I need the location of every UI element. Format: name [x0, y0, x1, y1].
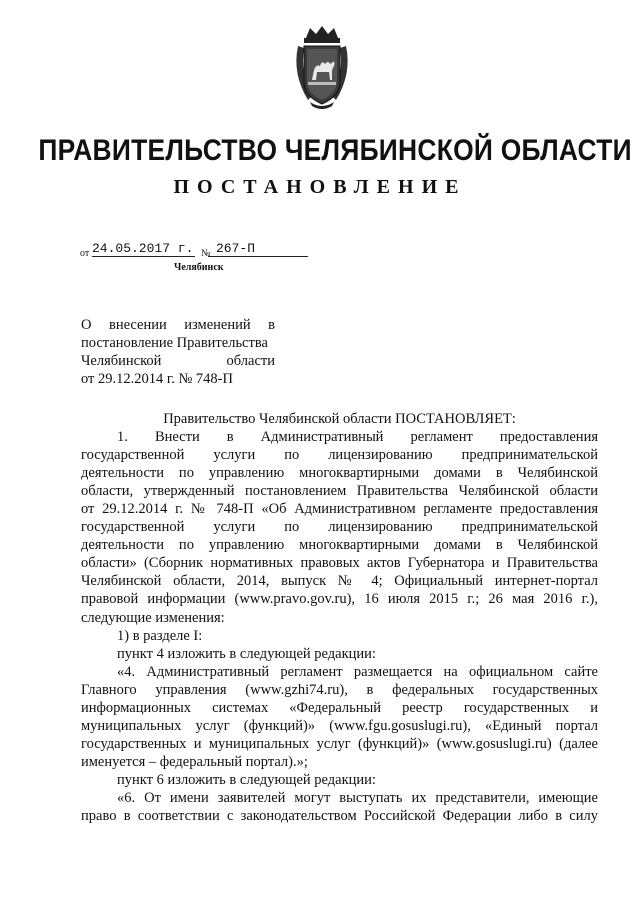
body-line: деятельности по управлению многоквартирными домами в Челябинской: [81, 465, 598, 482]
coat-of-arms-icon: [290, 24, 354, 110]
body-line: муниципальных услуг (функций)» (www.fgu.gosuslugi.ru), «Единый портал: [81, 717, 598, 734]
body-line: пункт 6 изложить в следующей редакции:: [117, 771, 376, 788]
body-line: право в соответствии с законодательством Российской Федерации либо в силу: [81, 808, 598, 825]
body-line: 1. Внести в Административный регламент предоставления: [117, 429, 598, 446]
date-prefix: от: [80, 248, 90, 259]
body-line: области» (Сборник нормативных правовых актов Губернатора и Правительства: [81, 555, 598, 572]
body-line: именуется – федеральный портал).»;: [81, 753, 308, 770]
date-underline: [92, 256, 195, 257]
subject-line: О внесении изменений в: [81, 317, 275, 333]
body-line: «6. От имени заявителей могут выступать их представители, имеющие: [117, 789, 598, 806]
document-body: [81, 410, 598, 825]
document-date: 24.05.2017 г.: [92, 241, 194, 256]
body-line: правовой информации (www.pravo.gov.ru), 16 июля 2015 г.; 26 мая 2016 г.),: [81, 591, 598, 608]
document-number: 267-П: [216, 241, 256, 256]
body-line: «4. Административный регламент размещается на официальном сайте: [117, 663, 598, 680]
city: Челябинск: [174, 262, 224, 273]
subject-line: Челябинской области: [81, 353, 275, 369]
number-prefix: №: [201, 248, 211, 259]
subject-line: постановление Правительства: [81, 335, 268, 351]
body-line: информационных системах «Федеральный реестр государственных и: [81, 699, 598, 716]
body-line: области, утвержденный постановлением Правительства Челябинской области: [81, 483, 598, 500]
body-line: 1) в разделе I:: [117, 627, 203, 644]
document-subject: [81, 316, 275, 388]
organization-title: ПРАВИТЕЛЬСТВО ЧЕЛЯБИНСКОЙ ОБЛАСТИ: [38, 134, 632, 167]
body-line: государственной услуги по лицензированию предпринимательской: [81, 447, 598, 464]
subject-line: от 29.12.2014 г. № 748-П: [81, 371, 233, 387]
number-underline: [208, 256, 308, 257]
body-line: государственной услуги по лицензированию предпринимательской: [81, 519, 598, 536]
body-line: деятельности по управлению многоквартирными домами в Челябинской: [81, 537, 598, 554]
body-line: Челябинской области, 2014, выпуск № 4; Официальный интернет-портал: [81, 573, 598, 590]
body-line: Главного управления (www.gzhi74.ru), в федеральных государственных: [81, 681, 598, 698]
preamble: Правительство Челябинской области ПОСТАНОВЛЯЕТ:: [163, 411, 516, 427]
body-line: следующие изменения:: [81, 609, 225, 626]
document-type: ПОСТАНОВЛЕНИЕ: [173, 176, 467, 198]
body-line: от 29.12.2014 г. № 748-П «Об Административном регламенте предоставления: [81, 501, 598, 518]
registration-line: [80, 240, 320, 264]
body-line: государственных и муниципальных услуг (функций)» (www.gosuslugi.ru) (далее: [81, 735, 598, 752]
body-line: пункт 4 изложить в следующей редакции:: [117, 645, 376, 662]
